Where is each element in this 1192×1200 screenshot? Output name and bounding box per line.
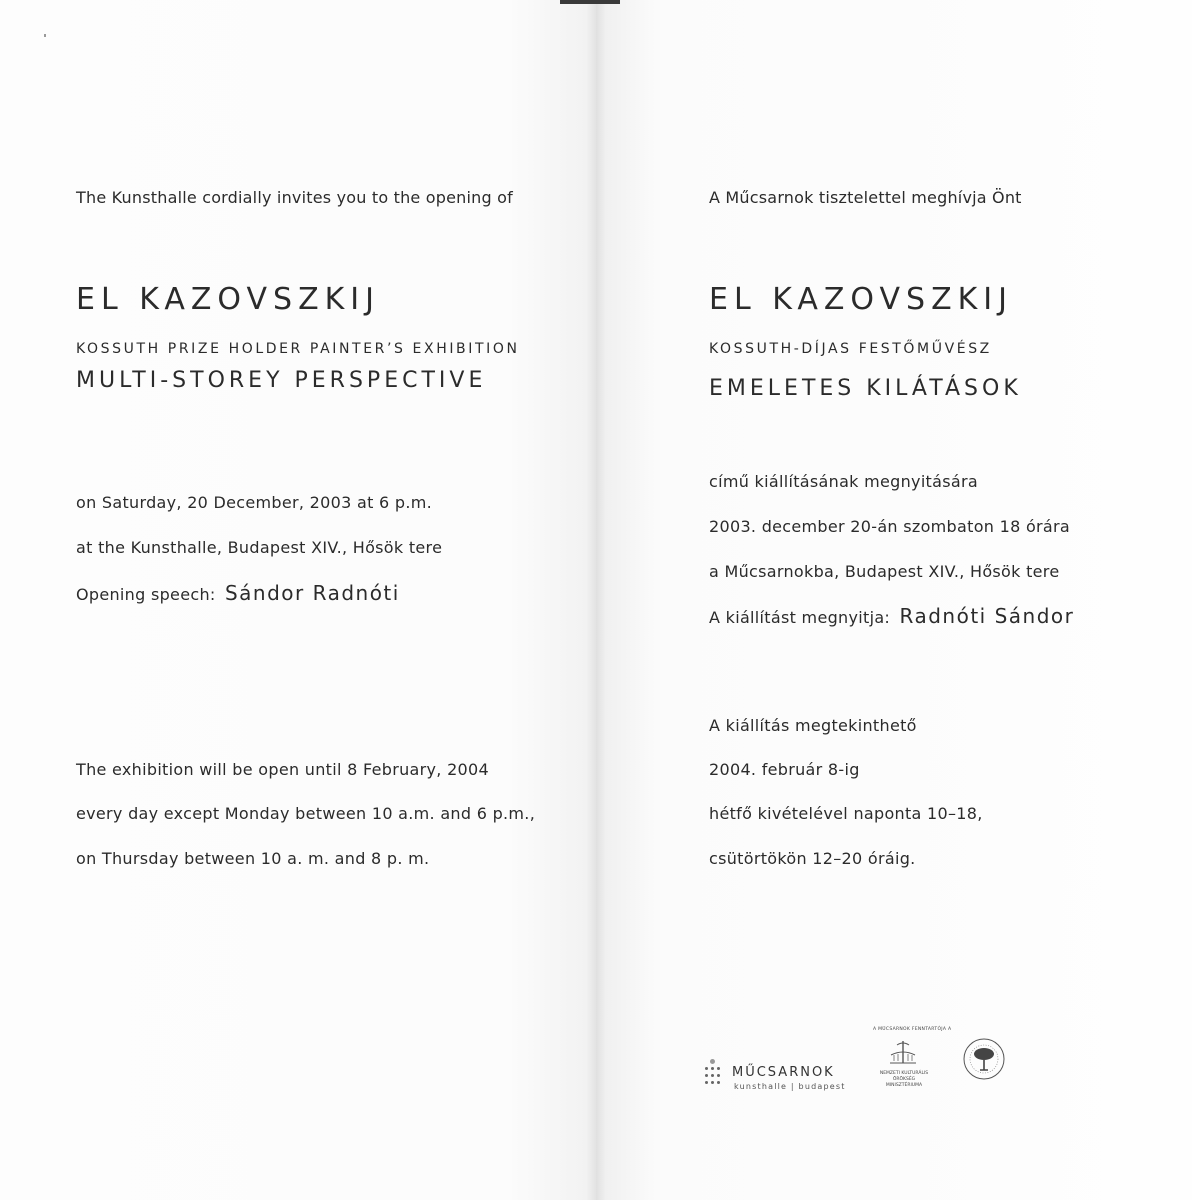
left-open-line-3: on Thursday between 10 a. m. and 8 p. m. [76,849,430,868]
left-speaker-name: Sándor Radnóti [224,581,400,605]
left-open-line-1: The exhibition will be open until 8 February, 2004 [76,760,489,779]
ministry-crest-icon [888,1039,918,1067]
left-speech-label: Opening speech: [76,585,216,604]
ministry-caption: A MŰCSARNOK FENNTARTÓJA A [873,1027,952,1032]
mucsarnok-logo-text: MŰCSARNOK [732,1065,835,1080]
mucsarnok-dot-icon [704,1059,720,1089]
left-intro: The Kunsthalle cordially invites you to the opening of [76,188,513,207]
left-place-line: at the Kunsthalle, Budapest XIV., Hősök tere [76,538,443,557]
right-line-2: 2003. december 20-án szombaton 18 órára [709,517,1071,536]
right-intro: A Műcsarnok tisztelettel meghívja Önt [709,188,1022,207]
right-speech-row [709,604,1074,628]
right-subtitle: KOSSUTH-DÍJAS FESTŐMŰVÉSZ [709,341,992,357]
right-line-1: című kiállításának megnyitására [709,472,978,491]
left-exhibition-title: MULTI-STOREY PERSPECTIVE [76,368,487,393]
right-artist-name: EL KAZOVSZKIJ [709,282,1013,317]
mucsarnok-logo-subtext: kunsthalle | budapest [734,1082,846,1091]
right-exhibition-title: EMELETES KILÁTÁSOK [709,376,1022,401]
right-page [596,0,1192,1200]
right-open-line-1: A kiállítás megtekinthető [709,716,917,735]
right-open-line-2: 2004. február 8-ig [709,760,860,779]
ministry-name: NEMZETI KULTURÁLIS ÖRÖKSÉG MINISZTÉRIUMA [879,1071,929,1088]
nka-seal-icon [962,1037,1006,1081]
left-subtitle: KOSSUTH PRIZE HOLDER PAINTER’S EXHIBITION [76,341,520,357]
paper-speck [44,34,46,37]
left-date-line: on Saturday, 20 December, 2003 at 6 p.m. [76,493,433,512]
left-open-line-2: every day except Monday between 10 a.m. and 6 p.m., [76,804,536,823]
right-line-3: a Műcsarnokba, Budapest XIV., Hősök tere [709,562,1060,581]
right-open-line-3: hétfő kivételével naponta 10–18, [709,804,983,823]
top-edge-mark [560,0,620,4]
left-speech-row [76,581,400,605]
right-open-line-4: csütörtökön 12–20 óráig. [709,849,916,868]
right-speech-label: A kiállítást megnyitja: [709,608,891,627]
center-fold [586,0,606,1200]
sponsor-logos [700,1025,1020,1105]
right-speaker-name: Radnóti Sándor [899,604,1075,628]
left-artist-name: EL KAZOVSZKIJ [76,282,380,317]
